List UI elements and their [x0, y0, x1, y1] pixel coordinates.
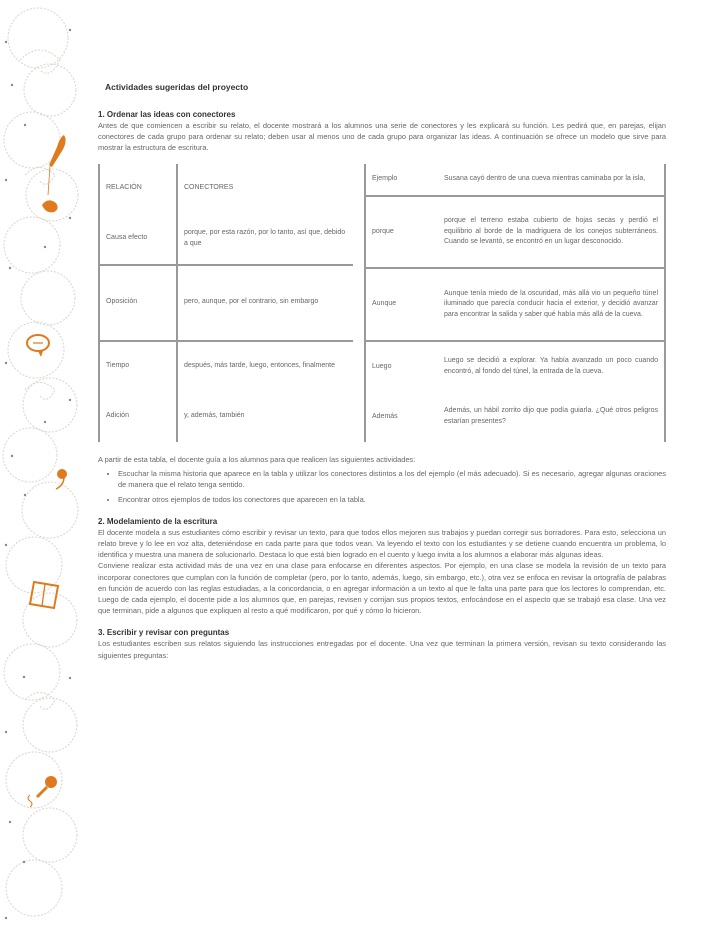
example-label: porque — [365, 196, 438, 268]
examples-table — [364, 164, 666, 442]
section-2 — [98, 517, 666, 617]
document-title: Actividades sugeridas del proyecto — [105, 82, 249, 92]
example-text: Luego se decidió a explorar. Ya había avanzado un poco cuando encontró, al fondo del túnel, la entrada de la cueva. — [444, 357, 658, 375]
section-3-heading: 3. Escribir y revisar con preguntas — [98, 628, 230, 638]
section-3-body: Los estudiantes escriben sus relatos siguiendo las instrucciones entregadas por el docente. Una vez que terminan la primera versión, revisan su texto considerando las siguientes preguntas: — [98, 639, 666, 660]
relation-cell: Causa efecto — [99, 214, 177, 265]
relation-cell: Tiempo — [99, 341, 177, 392]
example-label: Aunque — [365, 268, 438, 340]
microphone-icon — [28, 776, 57, 807]
section-2-body-1: El docente modela a sus estudiantes cómo escribir y revisar un texto, para que todos ellos mejoren sus trabajos y puedan corregir sus borradores. Para esto, selecciona un relato breve y lo lee en voz alta, deteniéndose en cada parte para que todos vean. Va leyendo el texto con los estudiantes y se detiene cuando encuentra un problema, lo identifica y muestra una manera de solucionarlo. Destaca lo que está bien logrado en el cuento y luego invita a los alumnos a elaborar más algunas ideas. — [98, 527, 666, 560]
tables-row — [98, 164, 666, 442]
connectors-table — [98, 164, 353, 442]
section-1 — [98, 110, 666, 505]
activity-list — [98, 468, 666, 505]
connectors-cell: porque, por esta razón, por lo tanto, así que, debido a que — [177, 214, 353, 265]
relation-cell: Adición — [99, 392, 177, 442]
header-connectors: CONECTORES — [184, 184, 234, 192]
connectors-cell: y, además, también — [184, 412, 245, 420]
example-header-text: Susana cayó dentro de una cueva mientras caminaba por la isla, — [438, 164, 665, 196]
connectors-cell: después, más tarde, luego, entonces, finalmente — [184, 362, 335, 370]
section-2-heading: 2. Modelamiento de la escritura — [98, 516, 218, 526]
section-1-heading: 1. Ordenar las ideas con conectores — [98, 110, 236, 119]
relation-cell: Oposición — [99, 265, 177, 341]
example-label: Luego — [372, 362, 392, 370]
book-icon — [30, 582, 58, 608]
section-1-body: Antes de que comiencen a escribir su relato, el docente mostrará a los alumnos una serie de conectores y les explicará su función. Les pedirá que, en parejas, elijan conectores de cada grupo para ordenar su relato; deben usar al menos uno de cada grupo para organizar las ideas. A continuación se ofrece un modelo que sirve para mostrar la estructura de escritura. — [98, 121, 666, 153]
example-text: Aunque tenía miedo de la oscuridad, más allá vio un pequeño túnel iluminado que parecía conducir hacia el exterior, y decidió avanzar para encontrar la salida y saber qué había más allá de la cueva. — [438, 268, 665, 340]
example-label: Además — [372, 412, 398, 420]
speech-bubble-icon — [27, 335, 49, 357]
activity-bullet: • Escuchar la misma historia que aparece en la tabla y utilizar los conectores distintos a los del ejemplo (el más adecuado). Si es necesario, agregar algunas oraciones de manera que el relato tenga sentido. — [118, 468, 666, 490]
section-3 — [98, 628, 666, 660]
decorative-border — [0, 0, 90, 933]
connectors-cell: pero, aunque, por el contrario, sin embargo — [177, 265, 353, 341]
activity-bullet: • Encontrar otros ejemplos de todos los conectores que aparecen en la tabla. — [118, 494, 666, 505]
header-relation: RELACIÓN — [99, 164, 177, 214]
example-header-label: Ejemplo — [365, 164, 438, 196]
section-2-body-2: Conviene realizar esta actividad más de una vez en una clase para enfocarse en diferentes aspectos. Por ejemplo, en una clase se modela la revisión de un texto para incorporar conectores que cumplan con la función de completar (pero, por lo tanto, además, luego, sin embargo, etc.), otra vez se enfoca en revisar la ortografía de palabras en función de acuerdo con las reglas estudiadas, a la concordancia, o en agregar información a un texto al que le falta una parte para que los lectores lo comprendan, etc. Luego de cada ejemplo, el docente pide a los alumnos que, en parejas, revisen y corrijan sus propios textos, enfocándose en el aspecto que se trabajó esa clase. Una vez que terminan, pide a algunos que expliquen al resto a qué modificaron, por qué y cómo lo hicieron. — [98, 561, 666, 616]
example-text: porque el terreno estaba cubierto de hojas secas y perdió el equilibrio al borde de la madriguera de los conejos subterráneos. Cuando se levantó, se encontró en un lugar desconocido. — [438, 196, 665, 268]
example-text: Además, un hábil zorrito dijo que podía guiarla. ¿Qué otros peligros estarían presentes? — [444, 407, 658, 425]
after-table-text: A partir de esta tabla, el docente guía a los alumnos para que realicen las siguientes actividades: — [98, 454, 416, 464]
document-page — [98, 82, 666, 673]
